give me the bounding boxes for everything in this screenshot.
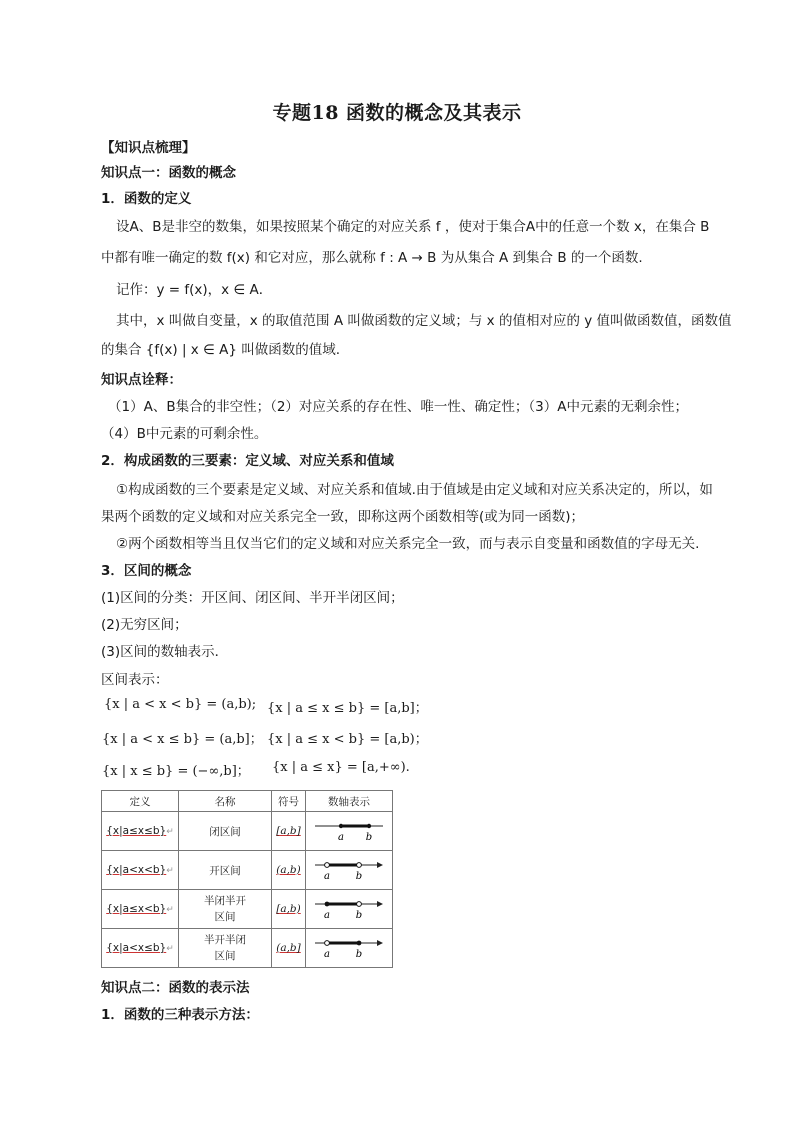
table-header-symbol: 符号 <box>272 791 306 812</box>
axis-label-b: b <box>355 949 363 960</box>
row-symbol: (a,b) <box>276 864 301 876</box>
open-endpoint-a <box>325 863 330 868</box>
closed-endpoint-b <box>357 941 362 946</box>
notation-line: 记作：y = f(x)，x ∈ A． <box>116 282 273 298</box>
axis-label-a: a <box>324 871 330 882</box>
number-line-open <box>313 857 385 883</box>
table-header-axis: 数轴表示 <box>306 791 393 812</box>
axis-label-b: b <box>355 910 363 921</box>
kp1-heading: 知识点一：函数的概念 <box>101 165 236 181</box>
open-endpoint-a <box>325 941 330 946</box>
kp2-heading: 知识点二：函数的表示法 <box>101 980 250 996</box>
axis-label-b: b <box>365 832 373 843</box>
notes-line-1: （1）A、B集合的非空性；（2）对应关系的存在性、唯一性、确定性；（3）A中元素的无剩余性； <box>108 399 688 415</box>
row-name: 半开半闭区间 <box>179 929 272 968</box>
table-header-name: 名称 <box>179 791 272 812</box>
kp1-sub-three-elements: 2．构成函数的三要素：定义域、对应关系和值域 <box>101 453 394 469</box>
elements-line-3: ②两个函数相等当且仅当它们的定义域和对应关系完全一致，而与表示自变量和函数值的字母无关. <box>116 536 700 552</box>
interval-item-2: (2)无穷区间； <box>101 617 188 633</box>
table-row: {x|a<x<b}↵ 开区间 (a,b) a b <box>102 851 393 890</box>
formula-open: {x | a < x < b} = (a,b); <box>104 697 257 712</box>
notes-line-2: （4）B中元素的可剩余性。 <box>101 426 268 442</box>
elements-line-1: ①构成函数的三个要素是定义域、对应关系和值域.由于值域是由定义域和对应关系决定的，所以，如 <box>116 482 713 498</box>
kp2-sub-three-methods: 1．函数的三种表示方法： <box>101 1007 259 1023</box>
open-endpoint-b <box>357 863 362 868</box>
row-name: 闭区间 <box>179 812 272 851</box>
row-symbol: [a,b) <box>276 903 301 915</box>
axis-label-a: a <box>338 832 344 843</box>
number-line-half-open <box>313 935 385 961</box>
row-symbol: [a,b] <box>276 825 301 837</box>
row-definition: {x|a<x≤b} <box>106 942 167 954</box>
section-header: 【知识点梳理】 <box>101 140 196 156</box>
closed-endpoint-a <box>325 902 330 907</box>
formula-closed: {x | a ≤ x ≤ b} = [a,b]； <box>267 701 428 716</box>
table-row: {x|a≤x<b}↵ 半闭半开区间 [a,b) a b <box>102 890 393 929</box>
formula-neg-infinity: {x | x ≤ b} = (−∞,b]； <box>102 764 250 779</box>
interval-item-1: (1)区间的分类：开区间、闭区间、半开半闭区间； <box>101 590 404 606</box>
axis-label-a: a <box>324 910 330 921</box>
interval-repr-label: 区间表示： <box>101 672 169 688</box>
table-header-definition: 定义 <box>102 791 179 812</box>
open-endpoint-b <box>357 902 362 907</box>
formula-left-open: {x | a < x ≤ b} = (a,b]； <box>102 732 263 747</box>
number-line-half-closed <box>313 896 385 922</box>
interval-table <box>101 790 393 968</box>
axis-label-a: a <box>324 949 330 960</box>
table-header-row <box>102 791 393 812</box>
row-name: 开区间 <box>179 851 272 890</box>
axis-label-b: b <box>355 871 363 882</box>
formula-pos-infinity: {x | a ≤ x} = [a,+∞). <box>272 760 410 775</box>
interval-item-3: (3)区间的数轴表示． <box>101 644 229 660</box>
domain-line-1: 其中，x 叫做自变量，x 的取值范围 A 叫做函数的定义域；与 x 的值相对应的 y 值叫做函数值，函数值 <box>116 313 732 329</box>
notes-heading: 知识点诠释： <box>101 372 182 388</box>
row-definition: {x|a≤x<b} <box>106 903 167 915</box>
table-row: {x|a<x≤b}↵ 半开半闭区间 (a,b] a b <box>102 929 393 968</box>
definition-line-1: 设A、B是非空的数集，如果按照某个确定的对应关系 f ，使对于集合A中的任意一个数 x，在集合 B <box>116 219 710 235</box>
elements-line-2: 果两个函数的定义域和对应关系完全一致，即称这两个函数相等(或为同一函数)； <box>101 509 585 525</box>
domain-line-2: 的集合 {f(x) | x ∈ A} 叫做函数的值域. <box>101 342 341 358</box>
kp1-sub-definition: 1．函数的定义 <box>101 191 192 207</box>
row-definition: {x|a≤x≤b} <box>106 825 167 837</box>
closed-endpoint-b <box>367 824 371 828</box>
number-line-closed <box>313 818 385 844</box>
row-name: 半闭半开区间 <box>179 890 272 929</box>
axis-arrow-icon <box>377 940 383 946</box>
definition-line-2: 中都有唯一确定的数 f(x) 和它对应，那么就称 f : A → B 为从集合 A 到集合 B 的一个函数. <box>101 250 643 266</box>
row-definition: {x|a<x<b} <box>106 864 167 876</box>
row-symbol: (a,b] <box>276 942 301 954</box>
axis-arrow-icon <box>377 862 383 868</box>
page-title: 专题18 函数的概念及其表示 <box>272 102 522 124</box>
axis-arrow-icon <box>377 901 383 907</box>
table-row: {x|a≤x≤b}↵ 闭区间 [a,b] a b <box>102 812 393 851</box>
formula-right-open: {x | a ≤ x < b} = [a,b)； <box>267 732 428 747</box>
closed-endpoint-a <box>339 824 343 828</box>
kp1-sub-interval: 3．区间的概念 <box>101 563 192 579</box>
